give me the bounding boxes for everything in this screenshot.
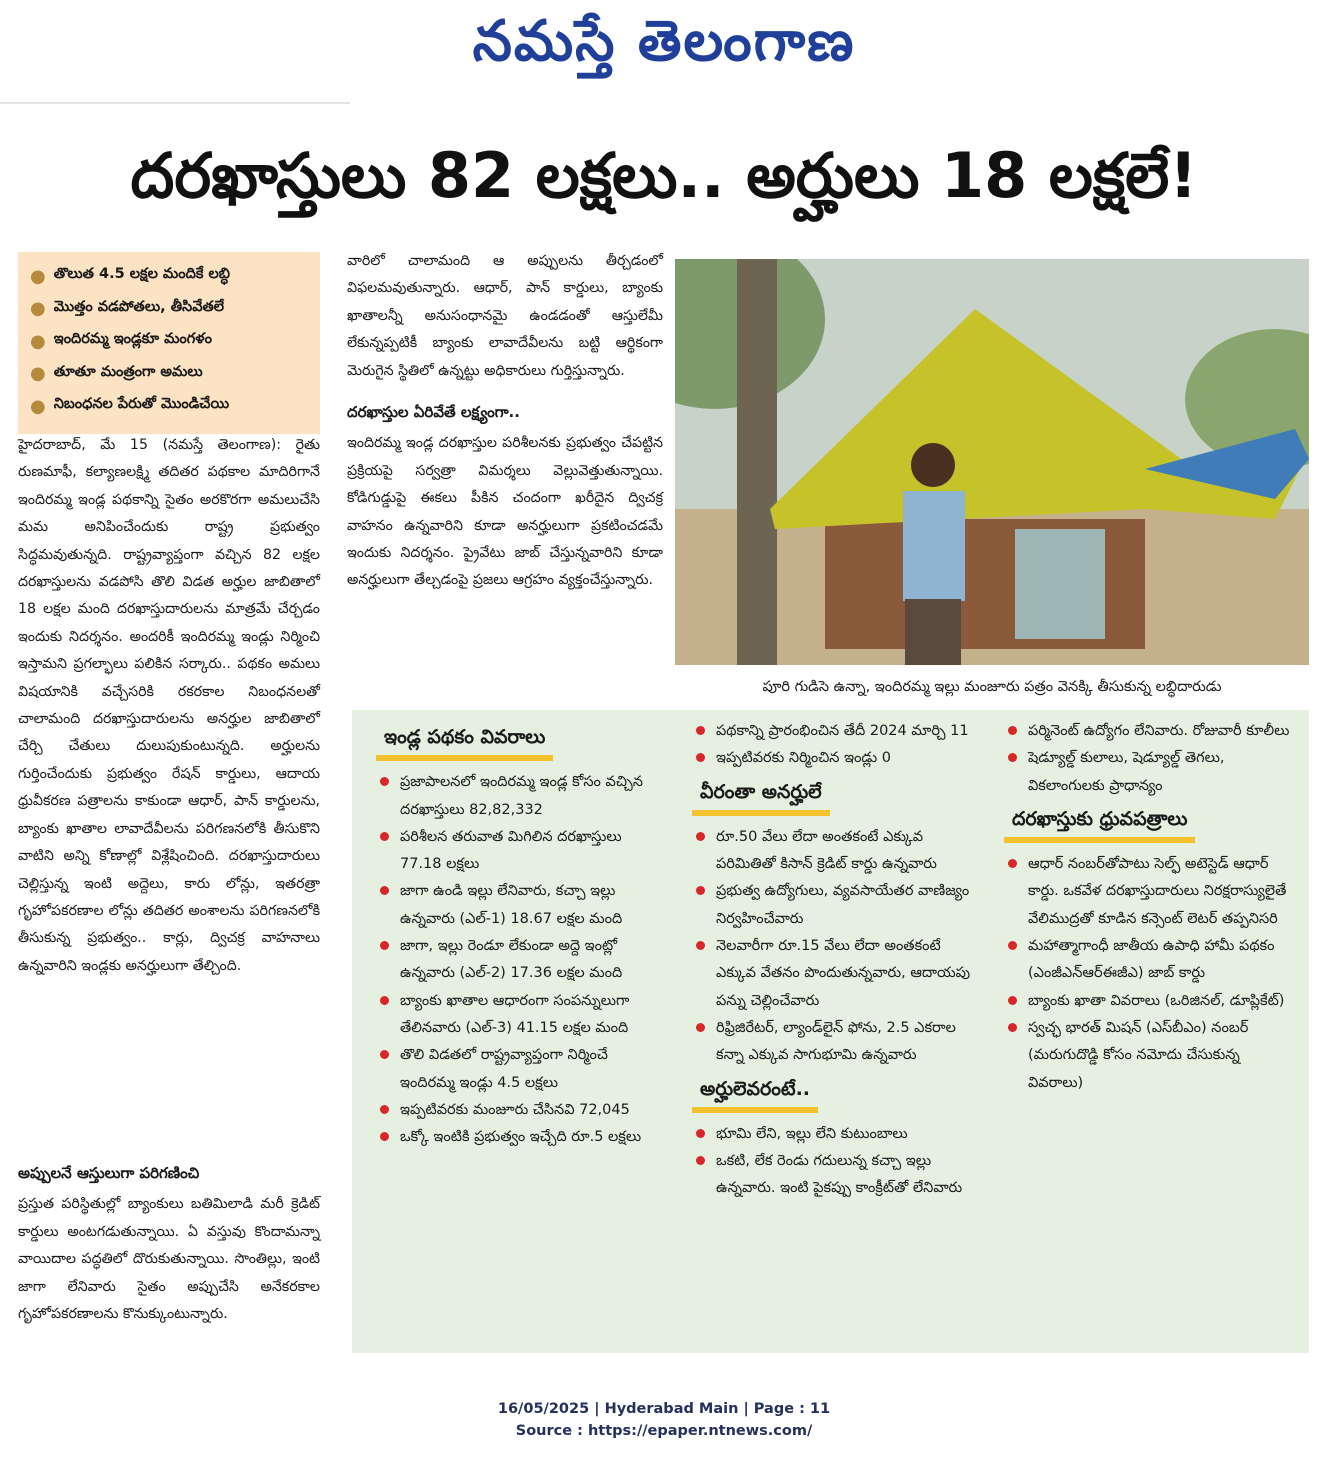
edition-info: 16/05/2025 | Hyderabad Main | Page : 11 <box>497 1401 831 1417</box>
panel-heading: దరఖాస్తుకు ధ్రువపత్రాలు <box>1004 804 1195 843</box>
highlight-text: మొత్తం వడపోతలు, తీసివేతలే <box>53 298 225 315</box>
list-item <box>692 1015 982 1070</box>
list-item <box>692 1148 982 1203</box>
list-item-text: షెడ్యూల్డ్ కులాలు, షెడ్యూల్డ్ తెగలు, వికలాంగులకు ప్రాధాన్యం <box>1028 750 1225 794</box>
list-item <box>1004 718 1294 745</box>
list-item-text: భూమి లేని, ఇల్లు లేని కుటుంబాలు <box>716 1125 908 1142</box>
bullet-icon <box>380 777 389 786</box>
highlight-text: నిబంధనల పేరుతో మొండిచేయి <box>53 396 230 413</box>
list-item <box>376 824 666 879</box>
bullet-icon <box>696 1023 705 1032</box>
list-item <box>376 878 666 933</box>
list-item <box>692 718 982 745</box>
bullet-icon <box>696 726 705 735</box>
page-footer <box>0 1398 1328 1442</box>
masthead-divider <box>0 102 350 104</box>
highlight-item <box>30 358 310 391</box>
highlights-box <box>18 252 320 434</box>
headline: దరఖాస్తులు 82 లక్షలు.. అర్హులు 18 లక్షలే! <box>130 139 1198 212</box>
list-item <box>1004 988 1294 1015</box>
highlight-text: ఇందిరమ్మ ఇండ్లకూ మంగళం <box>53 331 212 348</box>
bullet-icon: ● <box>30 363 46 385</box>
bullet-icon: ● <box>30 395 46 417</box>
highlight-item <box>30 325 310 358</box>
list-item <box>1004 933 1294 988</box>
bullet-icon <box>380 832 389 841</box>
bullet-icon <box>380 1105 389 1114</box>
bullet-icon <box>380 996 389 1005</box>
section-subheading: దరఖాస్తుల ఏరివేతే లక్ష్యంగా.. <box>347 403 520 422</box>
list-item-text: ఇప్పటివరకు నిర్మించిన ఇండ్లు 0 <box>716 750 892 767</box>
list-item <box>376 988 666 1043</box>
panel-column-middle <box>692 718 982 1203</box>
list-item <box>1004 851 1294 933</box>
list-item-text: బ్యాంకు ఖాతాల ఆధారంగా సంపన్నులుగా తేలినవారు (ఎల్-3) 41.15 లక్షల మంది <box>400 992 630 1036</box>
info-panel <box>352 710 1309 1353</box>
article-column-2 <box>347 248 663 595</box>
bullet-icon <box>380 941 389 950</box>
list-item-text: నెలవారీగా రూ.15 వేలు లేదా అంతకంటే ఎక్కువ వేతనం పొందుతున్నవారు, ఆదాయపు పన్ను చెల్లించేవారు <box>716 938 971 1009</box>
section-subheading: అప్పులనే ఆస్తులుగా పరిగణించి <box>18 1164 200 1182</box>
highlight-text: తూతూ మంత్రంగా అమలు <box>53 363 203 380</box>
bullet-icon: ● <box>30 330 46 352</box>
news-photo <box>675 259 1309 665</box>
list-item-text: ఆధార్ నంబర్‌తోపాటు సెల్ఫ్ అటెస్టెడ్ ఆధార్ కార్డు. ఒకవేళ దరఖాస్తుదారులు నిరక్షరాస్యులైతే వేలిముద్రతో కూడిన కన్సెంట్ లెటర్ తప్పనిసరి <box>1028 856 1287 927</box>
bullet-icon <box>380 1132 389 1141</box>
list-item <box>1004 1015 1294 1097</box>
list-item <box>692 933 982 1015</box>
article-paragraph: ప్రస్తుత పరిస్థితుల్లో బ్యాంకులు బతిమిలాడి మరీ క్రెడిట్ కార్డులు అంటగడుతున్నాయి. ఏ వస్తువు కొందామన్నా వాయిదాల పద్ధతిలో దొరుకుతున్నాయి. సొంతిల్లు, ఇంటి జాగా లేనివారు సైతం అప్పుచేసి అనేకరకాల గృహోపకరణాలను కొనుక్కుంటున్నారు. <box>18 1196 320 1323</box>
list-item-text: పర్మినెంట్ ఉద్యోగం లేనివారు. రోజువారీ కూలీలు <box>1028 723 1290 739</box>
bullet-icon <box>380 886 389 895</box>
list-item <box>692 824 982 879</box>
list-item-text: మహాత్మాగాంధీ జాతీయ ఉపాధి హామీ పథకం (ఎంజీఎన్‌ఆర్‌ఈజీఎ) జాబ్ కార్డు <box>1028 938 1275 982</box>
bullet-icon <box>1008 726 1017 735</box>
panel-column-documents <box>1004 718 1294 1097</box>
list-item-text: జాగా ఉండి ఇల్లు లేనివారు, కచ్చా ఇల్లు ఉన్నవారు (ఎల్-1) 18.67 లక్షల మంది <box>400 883 623 927</box>
list-item-text: జాగా, ఇల్లు రెండూ లేకుండా అద్దె ఇంట్లో ఉన్నవారు (ఎల్-2) 17.36 లక్షల మంది <box>400 938 623 982</box>
list-item-text: రూ.50 వేలు లేదా అంతకంటే ఎక్కువ పరిమితితో కిసాన్ క్రెడిట్ కార్డు ఉన్నవారు <box>716 828 937 873</box>
list-item <box>1004 745 1294 800</box>
list-item-text: స్వచ్ఛ భారత్ మిషన్ (ఎస్‌బీఎం) నంబర్ (మరుగుదొడ్డి కోసం నమోదు చేసుకున్న వివరాలు) <box>1028 1019 1249 1091</box>
list-item <box>692 1121 982 1148</box>
photo-caption: పూరి గుడిసె ఉన్నా, ఇందిరమ్మ ఇల్లు మంజూరు పత్రం వెనక్కి తీసుకున్న లబ్ధిదారుడు <box>762 679 1222 695</box>
bullet-icon <box>696 1129 705 1138</box>
list-item-text: పథకాన్ని ప్రారంభించిన తేదీ 2024 మార్చి 11 <box>716 723 969 739</box>
bullet-icon: ● <box>30 265 46 287</box>
list-item-text: బ్యాంకు ఖాతా వివరాలు (ఒరిజినల్, డూప్లికేట్) <box>1028 992 1285 1009</box>
list-item-text: ప్రజాపాలనలో ఇందిరమ్మ ఇండ్ల కోసం వచ్చిన దరఖాస్తులు 82,82,332 <box>400 774 643 818</box>
list-item-text: ఒక్కో ఇంటికి ప్రభుత్వం ఇచ్చేది రూ.5 లక్షలు <box>400 1129 642 1146</box>
highlight-item <box>30 390 310 423</box>
bullet-icon <box>696 753 705 762</box>
bullet-icon <box>696 1156 705 1165</box>
source-link[interactable]: Source : https://epaper.ntnews.com/ <box>515 1423 813 1439</box>
bullet-icon <box>1008 941 1017 950</box>
list-item <box>376 933 666 988</box>
bullet-icon <box>380 1050 389 1059</box>
article-column-1 <box>18 432 320 980</box>
list-item-text: తొలి విడతలో రాష్ట్రవ్యాప్తంగా నిర్మించే ఇందిరమ్మ ఇండ్లు 4.5 లక్షలు <box>400 1047 608 1091</box>
newspaper-masthead: నమస్తే తెలంగాణ <box>472 8 856 74</box>
list-item-text: పరిశీలన తరువాత మిగిలిన దరఖాస్తులు 77.18 లక్షలు <box>400 828 622 873</box>
highlight-item <box>30 293 310 326</box>
article-paragraph: హైదరాబాద్, మే 15 (నమస్తే తెలంగాణ): రైతు రుణమాఫీ, కల్యాణలక్ష్మి తదితర పథకాల మాదిరిగానే ఇందిరమ్మ ఇండ్ల పథకాన్ని సైతం అరకొరగా అమలుచేసి మమ అనిపించేందుకు రాష్ట్ర ప్రభుత్వం సిద్ధమవుతున్నది. రాష్ట్రవ్యాప్తంగా వచ్చిన 82 లక్షల దరఖాస్తులను వడపోసి తొలి విడత అర్హుల జాబితాలో 18 లక్షల మంది దరఖాస్తుదారులను మాత్రమే చేర్చడం ఇందుకు నిదర్శనం. అందరికీ ఇందిరమ్మ ఇండ్లు నిర్మించి ఇస్తామని ప్రగల్భాలు పలికిన సర్కారు.. పథకం అమలు విషయానికి వచ్చేసరికి రకరకాల నిబంధనలతో చాలామంది దరఖాస్తుదారులను అనర్హుల జాబితాలో చేర్చి చేతులు దులుపుకుంటున్నది. అర్హులను గుర్తించేందుకు ప్రభుత్వం రేషన్ కార్డులు, ఆదాయ ధ్రువీకరణ పత్రాలను కాకుండా ఆధార్, పాన్ కార్డులను, బ్యాంకు ఖాతాల లావాదేవీలను పరిగణనలోకి తీసుకొని వాటిని అన్ని కోణాల్లో విశ్లేషించింది. దరఖాస్తుదారులు చెల్లిస్తున్న ఇంటి అద్దెలు, కారు లోన్లు, ఇతరత్రా గృహోపకరణాల లోన్లు తదితర అంశాలను పరిగణనలోకి తీసుకున్న ప్రభుత్వం.. కార్లు, ద్విచక్ర వాహనాలు ఉన్నవారిని ఇండ్లకు అనర్హులుగా తేల్చింది. <box>18 437 320 974</box>
list-item-text: ఇప్పటివరకు మంజూరు చేసినవి 72,045 <box>400 1101 630 1118</box>
panel-heading: ఇండ్ల పథకం వివరాలు <box>376 722 553 761</box>
list-item-text: ఒకటి, లేక రెండు గదులున్న కచ్చా ఇల్లు ఉన్నవారు. ఇంటి పైకప్పు కాంక్రీట్‌తో లేనివారు <box>716 1153 963 1197</box>
bullet-icon <box>1008 859 1017 868</box>
list-item <box>376 1042 666 1097</box>
panel-column-scheme <box>376 718 666 1151</box>
list-item <box>376 1124 666 1151</box>
article-paragraph: వారిలో చాలామంది ఆ అప్పులను తీర్చడంలో విఫలమవుతున్నారు. ఆధార్, పాన్ కార్డులు, బ్యాంకు ఖాతాలన్నీ అనుసంధానమై ఉండడంతో ఆస్తులేమీ లేకున్నప్పటికీ బ్యాంకు లావాదేవీలను బట్టి ఆర్థికంగా మెరుగైన స్థితిలో ఉన్నట్టు అధికారులు గుర్తిస్తున్నారు. <box>347 253 663 379</box>
list-item <box>376 1097 666 1124</box>
article-column-1-section <box>18 1154 320 1328</box>
bullet-icon <box>696 832 705 841</box>
bullet-icon <box>1008 996 1017 1005</box>
list-item <box>692 745 982 772</box>
bullet-icon: ● <box>30 298 46 320</box>
list-item <box>376 769 666 824</box>
hut-photo-illustration <box>675 259 1309 665</box>
bullet-icon <box>1008 1023 1017 1032</box>
list-item-text: రిఫ్రిజిరేటర్, ల్యాండ్‌లైన్ ఫోను, 2.5 ఎకరాల కన్నా ఎక్కువ సాగుభూమి ఉన్నవారు <box>716 1019 956 1064</box>
bullet-icon <box>696 941 705 950</box>
list-item-text: ప్రభుత్వ ఉద్యోగులు, వ్యవసాయేతర వాణిజ్యం నిర్వహించేవారు <box>716 883 970 927</box>
panel-heading: అర్హులెవరంటే.. <box>692 1074 818 1113</box>
list-item <box>692 878 982 933</box>
article-paragraph: ఇందిరమ్మ ఇండ్ల దరఖాస్తుల పరిశీలనకు ప్రభుత్వం చేపట్టిన ప్రక్రియపై సర్వత్రా విమర్శలు వెల్లువెత్తుతున్నాయి. కోడిగుడ్డుపై ఈకలు పీకిన చందంగా ఖరీదైన ద్విచక్ర వాహనం ఉన్నవారిని కూడా అనర్హులుగా ప్రకటించడమే ఇందుకు నిదర్శనం. ప్రైవేటు జాబ్ చేస్తున్నవారిని కూడా అనర్హులుగా తేల్చడంపై ప్రజలు ఆగ్రహం వ్యక్తంచేస్తున్నారు. <box>347 435 663 589</box>
panel-heading: వీరంతా అనర్హులే <box>692 777 830 816</box>
bullet-icon <box>696 886 705 895</box>
bullet-icon <box>1008 753 1017 762</box>
highlight-text: తొలుత 4.5 లక్షల మందికే లబ్ధి <box>53 266 230 283</box>
highlight-item <box>30 260 310 293</box>
